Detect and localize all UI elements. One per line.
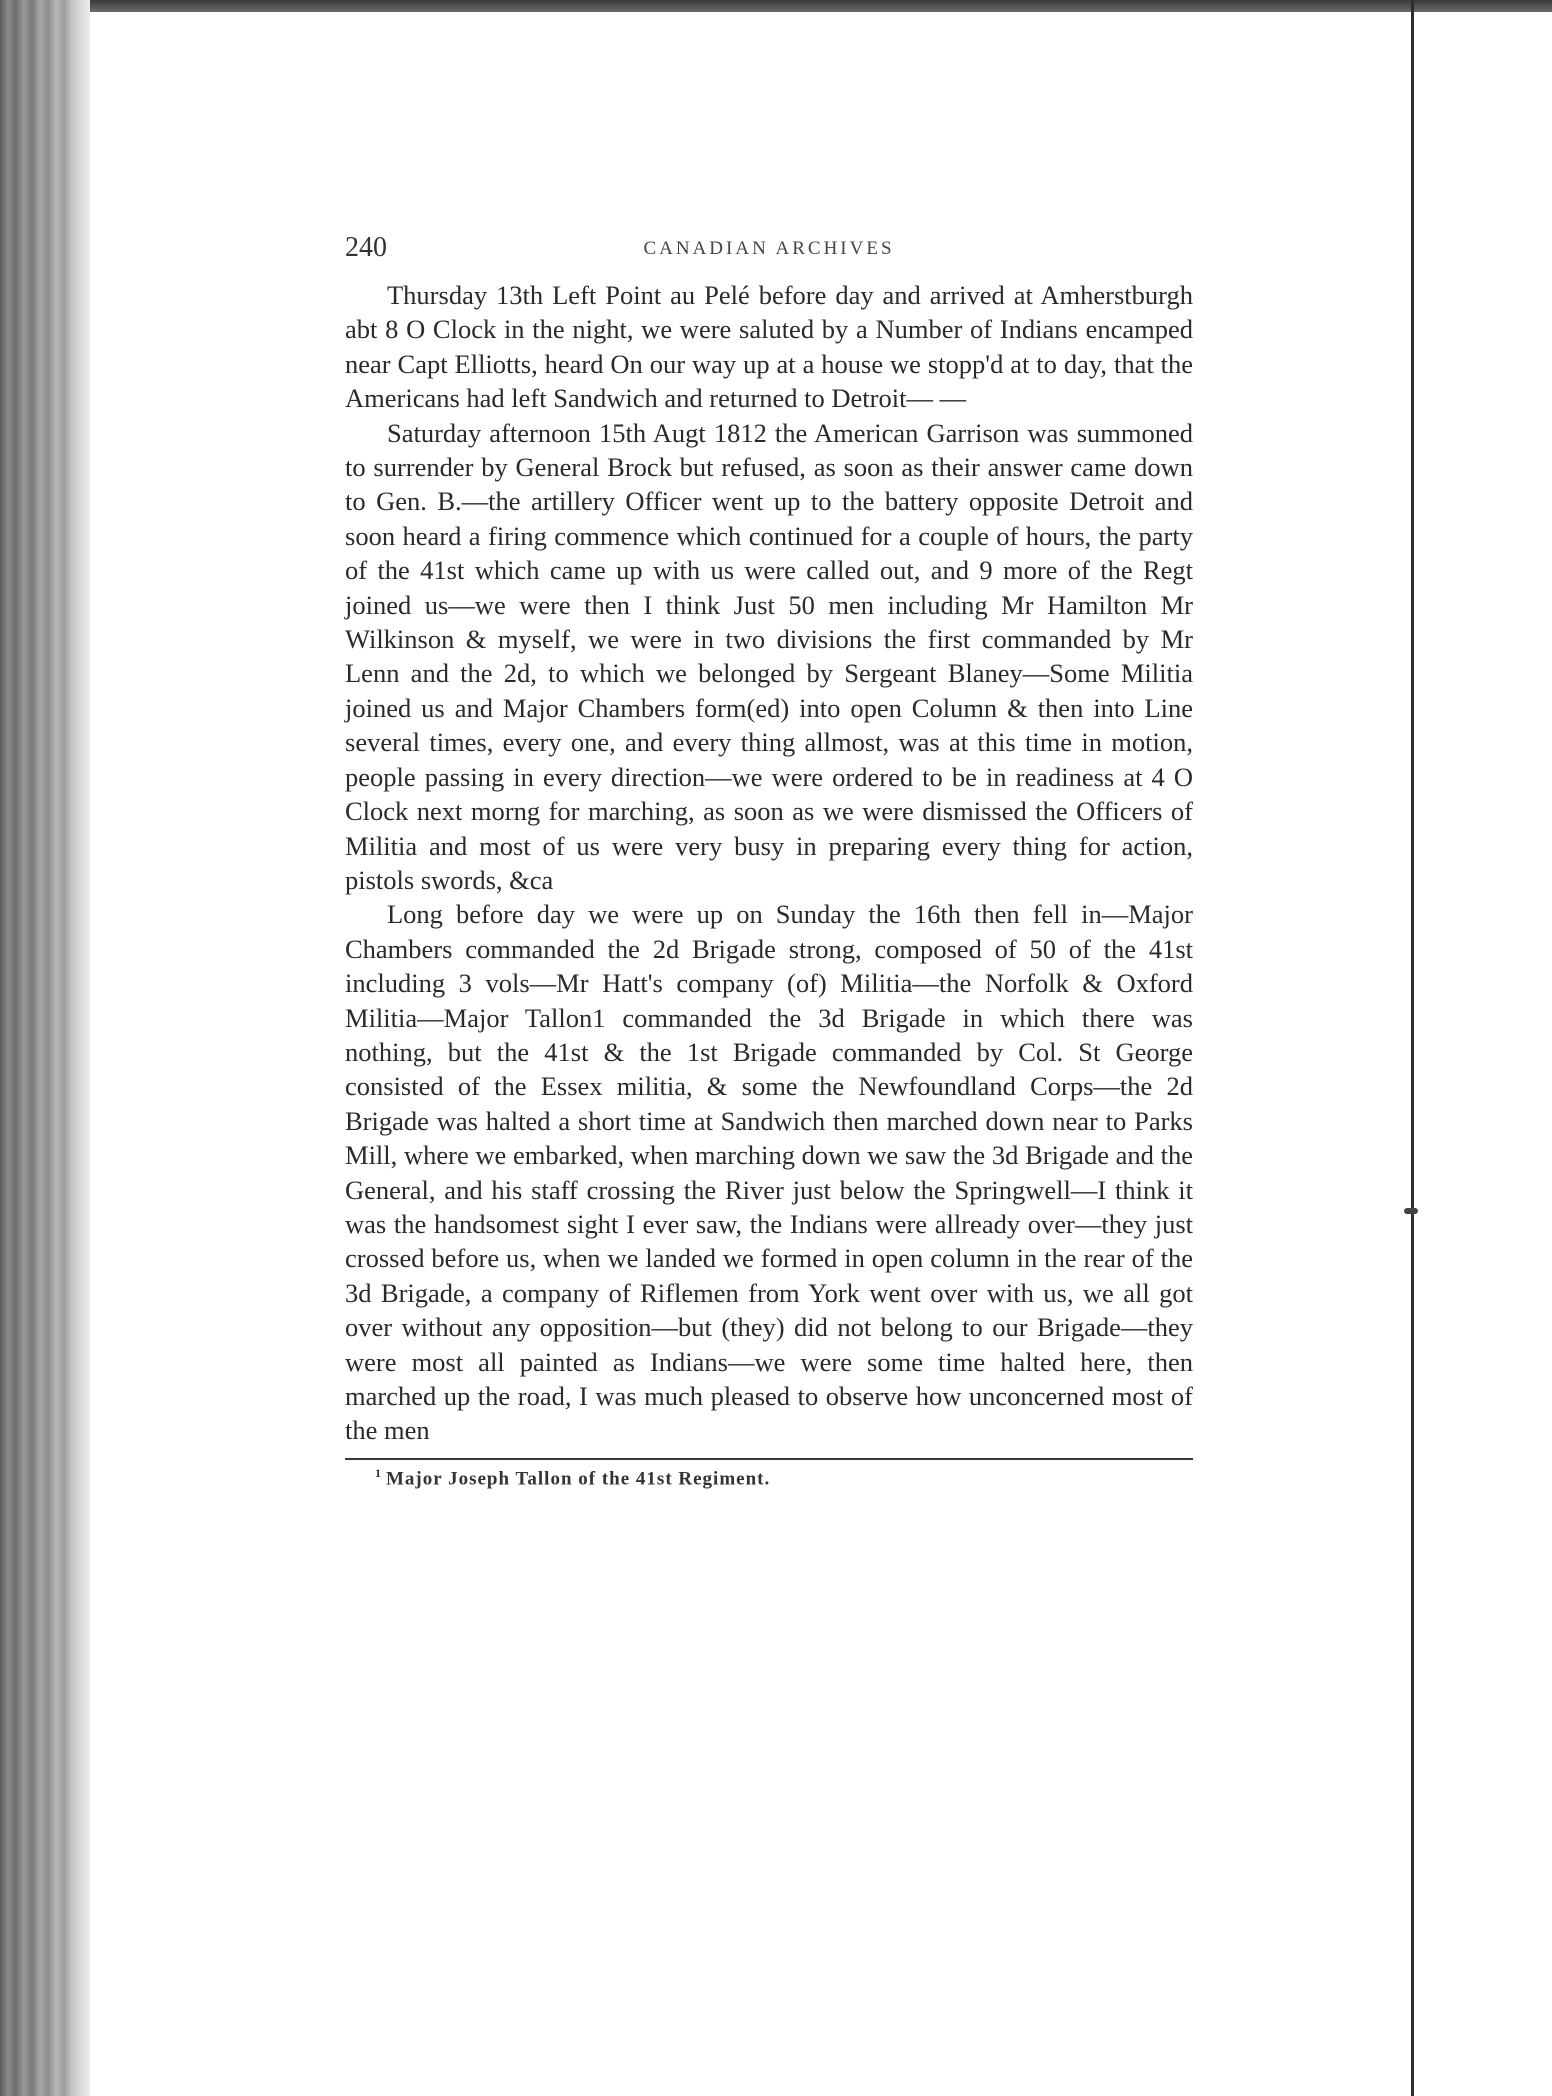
footnote-marker: 1 bbox=[375, 1465, 382, 1480]
footnote-divider bbox=[345, 1458, 1193, 1460]
running-title: CANADIAN ARCHIVES bbox=[643, 238, 895, 259]
paragraph-saturday: Saturday afternoon 15th Augt 1812 the American Garrison was summoned to surrender by General Brock but refused, as soon as their answer came down to Gen. B.—the artillery Officer went up to the battery opposite Detroit and soon heard a firing commence which continued for a couple of hours, the party of the 41st which came up with us were called out, and 9 more of the Regt joined us—we were then I think Just 50 men including Mr Hamilton Mr Wilkinson & myself, we were in two divisions the first commanded by Mr Lenn and the 2d, to which we belonged by Sergeant Blaney—Some Militia joined us and Major Chambers form(ed) into open Column & then into Line several times, every one, and every thing allmost, was at this time in motion, people passing in every direction—we were ordered to be in readiness at 4 O Clock next morng for marching, as soon as we were dismissed the Officers of Militia and most of us were very busy in preparing every thing for action, pistols swords, &ca bbox=[345, 417, 1193, 895]
page-content bbox=[345, 228, 1193, 1490]
body-text bbox=[345, 278, 1193, 1448]
footnote bbox=[375, 1466, 1193, 1490]
book-top-edge bbox=[0, 0, 1552, 12]
running-head bbox=[345, 228, 1193, 268]
scan-mark bbox=[1404, 1208, 1418, 1214]
paragraph-sunday: Long before day we were up on Sunday the 16th then fell in—Major Chambers commanded the 2d Brigade strong, composed of 50 of the 41st including 3 vols—Mr Hatt's company (of) Militia—the Norfolk & Oxford Militia—Major Tallon1 commanded the 3d Brigade in which there was nothing, but the 41st & the 1st Brigade commanded by Col. St George consisted of the Essex militia, & some the Newfoundland Corps—the 2d Brigade was halted a short time at Sandwich then marched down near to Parks Mill, where we embarked, when marching down we saw the 3d Brigade and the General, and his staff crossing the River just below the Springwell—I think it was the handsomest sight I ever saw, the Indians were allready over—they just crossed before us, when we landed we formed in open column in the rear of the 3d Brigade, a company of Riflemen from York went over with us, we all got over without any opposition—but (they) did not belong to our Brigade—they were most all painted as Indians—we were some time halted here, then marched up the road, I was much pleased to observe how unconcerned most of the men bbox=[345, 899, 1193, 1446]
book-spine-edge bbox=[0, 0, 90, 2096]
paragraph-thursday: Thursday 13th Left Point au Pelé before day and arrived at Amherstburgh abt 8 O Clock in the night, we were saluted by a Number of Indians encamped near Capt Elliotts, heard On our way up at a house we stopp'd at to day, that the Americans had left Sandwich and returned to Detroit— — bbox=[345, 280, 1193, 414]
page-edge-line bbox=[1411, 0, 1414, 2096]
footnote-text: Major Joseph Tallon of the 41st Regiment. bbox=[386, 1468, 771, 1490]
page-number: 240 bbox=[345, 232, 387, 263]
